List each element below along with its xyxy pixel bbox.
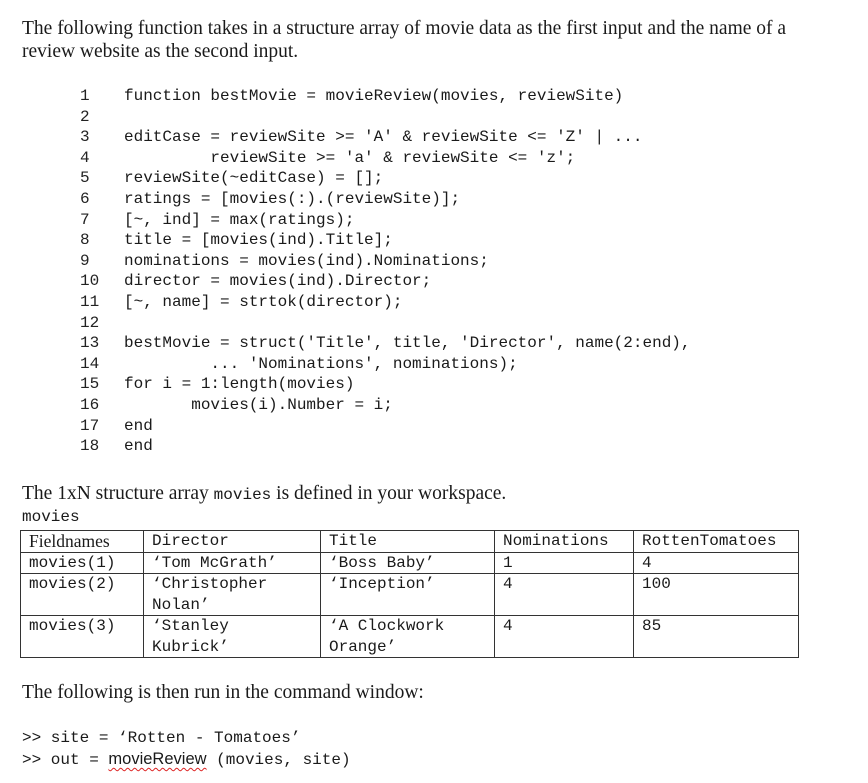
code-line xyxy=(80,189,691,210)
cell-rottentomatoes: 85 xyxy=(634,616,799,658)
code-text: reviewSite >= 'a' & reviewSite <= 'z'; xyxy=(124,148,576,167)
cell-nominations: 4 xyxy=(495,616,634,658)
line-number: 3 xyxy=(80,128,90,147)
code-line xyxy=(80,168,691,189)
variable-label: movies xyxy=(22,508,80,526)
command-line-1: >> site = ‘Rotten - Tomatoes’ xyxy=(22,729,301,747)
row-field: movies(3) xyxy=(21,616,144,658)
code-line xyxy=(80,416,691,437)
header-rottentomatoes: RottenTomatoes xyxy=(634,531,799,553)
header-director: Director xyxy=(144,531,321,553)
code-text: editCase = reviewSite >= 'A' & reviewSite <= 'Z' | ... xyxy=(124,128,643,147)
code-text: title = [movies(ind).Title]; xyxy=(124,231,393,250)
line-number: 11 xyxy=(80,292,100,311)
line-number: 9 xyxy=(80,251,90,270)
code-line xyxy=(80,374,691,395)
code-line xyxy=(80,395,691,416)
line-number: 12 xyxy=(80,313,100,332)
command-intro: The following is then run in the command window: xyxy=(22,682,424,703)
code-text: end xyxy=(124,416,153,435)
header-fieldnames: Fieldnames xyxy=(21,531,144,553)
code-line xyxy=(80,313,691,334)
header-nominations: Nominations xyxy=(495,531,634,553)
code-text: [~, ind] = max(ratings); xyxy=(124,210,355,229)
command-line-2-suffix: (movies, site) xyxy=(206,751,351,769)
row-field: movies(1) xyxy=(21,552,144,574)
code-text: nominations = movies(ind).Nominations; xyxy=(124,251,489,270)
code-text: director = movies(ind).Director; xyxy=(124,272,432,291)
table-row xyxy=(21,552,799,574)
command-window xyxy=(22,728,351,770)
code-line xyxy=(80,210,691,231)
code-line xyxy=(80,251,691,272)
line-number: 14 xyxy=(80,354,100,373)
table-header-row xyxy=(21,531,799,553)
line-number: 1 xyxy=(80,87,90,105)
cell-nominations: 4 xyxy=(495,574,634,616)
line-number: 7 xyxy=(80,210,90,229)
row-field: movies(2) xyxy=(21,574,144,616)
line-number: 5 xyxy=(80,169,90,188)
code-text: ratings = [movies(:).(reviewSite)]; xyxy=(124,189,461,208)
code-text: bestMovie = struct('Title', title, 'Director', name(2:end), xyxy=(124,334,691,353)
code-text: movies(i).Number = i; xyxy=(124,395,393,414)
code-text: for i = 1:length(movies) xyxy=(124,375,355,394)
table-row xyxy=(21,574,799,616)
code-line xyxy=(80,230,691,251)
code-line xyxy=(80,354,691,375)
workspace-suffix: is defined in your workspace. xyxy=(271,483,507,504)
command-line-2-prefix: >> out = xyxy=(22,751,109,769)
line-number: 17 xyxy=(80,416,100,435)
command-line-2 xyxy=(22,749,351,770)
intro-paragraph: The following function takes in a structure array of movie data as the first input and the name of a review website as the second input. xyxy=(22,18,787,62)
cell-nominations: 1 xyxy=(495,552,634,574)
code-text: end xyxy=(124,437,153,456)
workspace-var: movies xyxy=(213,486,272,504)
cell-title: ‘Inception’ xyxy=(321,574,495,616)
line-number: 16 xyxy=(80,395,100,414)
code-line xyxy=(80,292,691,313)
line-number: 8 xyxy=(80,231,90,250)
line-number: 13 xyxy=(80,334,100,353)
cell-director: ‘Stanley Kubrick’ xyxy=(144,616,321,658)
line-number: 6 xyxy=(80,189,90,208)
code-line xyxy=(80,86,691,107)
workspace-sentence xyxy=(22,483,506,505)
line-number: 2 xyxy=(80,107,90,126)
header-title: Title xyxy=(321,531,495,553)
line-number: 18 xyxy=(80,437,100,456)
line-number: 10 xyxy=(80,272,100,291)
code-line xyxy=(80,333,691,354)
code-line xyxy=(80,271,691,292)
cell-rottentomatoes: 4 xyxy=(634,552,799,574)
table-row xyxy=(21,616,799,658)
code-line xyxy=(80,436,691,457)
cell-title: ‘A Clockwork Orange’ xyxy=(321,616,495,658)
cell-director: ‘Christopher Nolan’ xyxy=(144,574,321,616)
line-number: 4 xyxy=(80,148,90,167)
code-line xyxy=(80,127,691,148)
cell-rottentomatoes: 100 xyxy=(634,574,799,616)
code-text: function bestMovie = movieReview(movies, reviewSite) xyxy=(124,87,624,105)
function-name: movieReview xyxy=(108,750,207,768)
movies-struct-table xyxy=(20,530,799,658)
code-text: ... 'Nominations', nominations); xyxy=(124,354,518,373)
code-line xyxy=(80,148,691,169)
cell-title: ‘Boss Baby’ xyxy=(321,552,495,574)
code-text: reviewSite(~editCase) = []; xyxy=(124,169,384,188)
code-line xyxy=(80,107,691,128)
code-listing xyxy=(80,86,691,457)
code-text: [~, name] = strtok(director); xyxy=(124,292,403,311)
workspace-prefix: The 1xN structure array xyxy=(22,483,214,504)
cell-director: ‘Tom McGrath’ xyxy=(144,552,321,574)
line-number: 15 xyxy=(80,375,100,394)
